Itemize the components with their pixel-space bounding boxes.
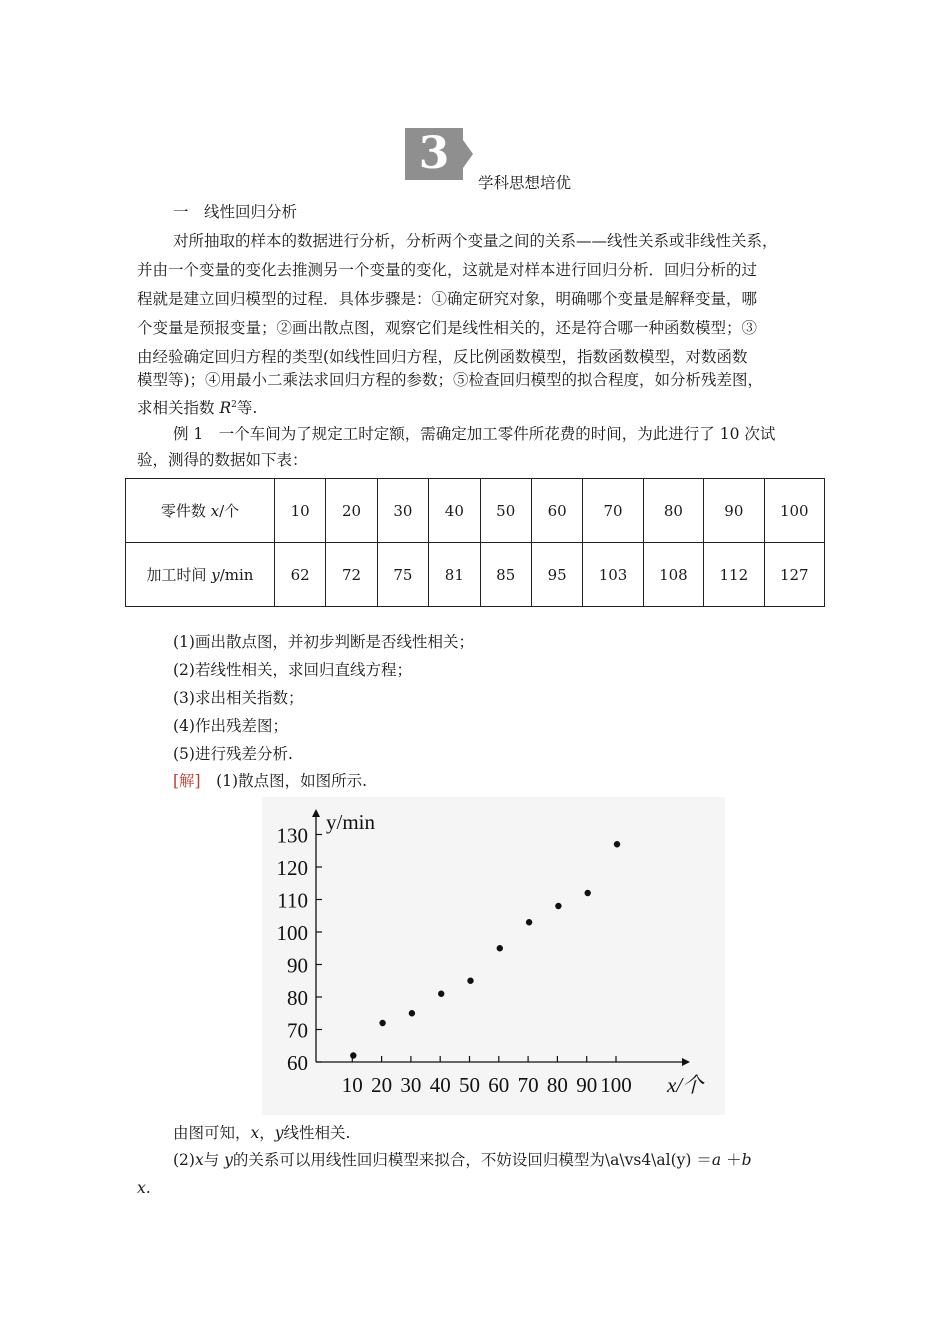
x-tick-label: 100	[600, 1073, 632, 1097]
data-point	[555, 903, 561, 909]
x-cell: 80	[643, 479, 703, 543]
y-tick-label: 100	[276, 921, 308, 945]
intro-line-7: 求相关指数 $R^2$等.	[137, 399, 258, 418]
x-cell: 20	[326, 479, 377, 543]
data-point	[350, 1052, 356, 1058]
data-point	[409, 1010, 415, 1016]
row-header-y: 加工时间 y/min	[126, 543, 275, 607]
y-cell: 75	[377, 543, 428, 607]
data-point	[438, 991, 444, 997]
y-tick-label: 120	[276, 856, 308, 880]
table-row-x	[126, 479, 825, 543]
question-4: (4)作出残差图；	[173, 717, 288, 735]
data-point	[467, 978, 473, 984]
y-cell: 127	[764, 543, 824, 607]
question-3: (3)求出相关指数；	[173, 689, 304, 707]
intro-line-4: 个变量是预报变量；②画出散点图，观察它们是线性相关的，还是符合哪一种函数模型；③	[137, 319, 758, 337]
y-tick-label: 130	[276, 823, 308, 848]
y-tick-label: 70	[287, 1018, 308, 1043]
x-tick-label: 70	[517, 1073, 539, 1097]
x-cell: 60	[531, 479, 582, 543]
y-cell: 62	[274, 543, 325, 607]
part2-line: (2)x与 y的关系可以用线性回归模型来拟合，不妨设回归模型为\a\vs4\al(y) ＝a ＋b	[173, 1151, 752, 1169]
y-cell: 85	[480, 543, 531, 607]
badge-arrow-icon	[463, 140, 473, 168]
section-title: 学科思想培优	[478, 174, 572, 192]
y-cell: 81	[429, 543, 480, 607]
data-point	[585, 890, 591, 896]
x-tick-label: 20	[371, 1073, 393, 1097]
y-cell: 72	[326, 543, 377, 607]
data-point	[614, 841, 620, 847]
x-cell: 100	[764, 479, 824, 543]
x-tick-label: 60	[488, 1073, 510, 1097]
solution-line: [解] (1)散点图，如图所示.	[173, 772, 367, 790]
x-cell: 10	[274, 479, 325, 543]
y-tick-label: 80	[287, 986, 308, 1010]
y-cell: 103	[583, 543, 643, 607]
x-cell: 70	[583, 479, 643, 543]
intro-line-2: 并由一个变量的变化去推测另一个变量的变化，这就是对样本进行回归分析．回归分析的过	[137, 261, 758, 279]
scatter-chart	[262, 797, 725, 1115]
part2-tail: x.	[137, 1179, 151, 1197]
question-1: (1)画出散点图，并初步判断是否线性相关；	[173, 633, 474, 651]
data-point	[526, 919, 532, 925]
intro-line-6: 模型等)；④用最小二乘法求回归方程的参数；⑤检查回归模型的拟合程度，如分析残差图，	[137, 371, 764, 389]
scatter-chart-panel	[262, 797, 725, 1115]
y-cell: 112	[704, 543, 764, 607]
row-header-x: 零件数 x/个	[126, 479, 275, 543]
example-line-2: 验，测得的数据如下表：	[137, 451, 308, 469]
solution-tag: [解]	[173, 772, 201, 790]
section-number-badge: 3	[405, 128, 463, 180]
y-cell: 108	[643, 543, 703, 607]
x-cell: 40	[429, 479, 480, 543]
intro-line-3: 程就是建立回归模型的过程．具体步骤是：①确定研究对象，明确哪个变量是解释变量，哪	[137, 290, 758, 308]
x-tick-label: 40	[429, 1073, 451, 1097]
x-cell: 30	[377, 479, 428, 543]
y-tick-label: 90	[287, 953, 308, 978]
data-point	[497, 945, 503, 951]
x-tick-label: 30	[400, 1073, 422, 1097]
x-cell: 90	[704, 479, 764, 543]
intro-line-5: 由经验确定回归方程的类型(如线性回归方程，反比例函数模型，指数函数模型，对数函数	[137, 348, 748, 366]
x-tick-label: 10	[341, 1073, 363, 1097]
example-line-1: 例 1 一个车间为了规定工时定额，需确定加工零件所花费的时间，为此进行了 10 次试	[173, 425, 776, 443]
x-axis-label: x/个	[667, 1073, 704, 1097]
intro-line-1: 对所抽取的样本的数据进行分析，分析两个变量之间的关系——线性关系或非线性关系，	[173, 232, 778, 250]
topic-heading: 一 线性回归分析	[173, 203, 298, 221]
table-row-y	[126, 543, 825, 607]
x-tick-label: 80	[546, 1073, 568, 1097]
y-tick-label: 110	[277, 888, 308, 913]
y-axis-arrow-icon	[312, 809, 320, 817]
y-cell: 95	[531, 543, 582, 607]
y-axis-label: y/min	[326, 810, 376, 834]
data-point	[379, 1020, 385, 1026]
x-tick-label: 50	[459, 1073, 480, 1097]
x-cell: 50	[480, 479, 531, 543]
conclusion-line: 由图可知，x，y线性相关.	[173, 1124, 351, 1142]
data-table	[125, 478, 825, 607]
question-5: (5)进行残差分析.	[173, 745, 293, 763]
y-tick-label: 60	[287, 1051, 308, 1075]
x-tick-label: 90	[576, 1073, 598, 1097]
x-axis-arrow-icon	[682, 1058, 690, 1066]
question-2: (2)若线性相关，求回归直线方程；	[173, 661, 412, 679]
